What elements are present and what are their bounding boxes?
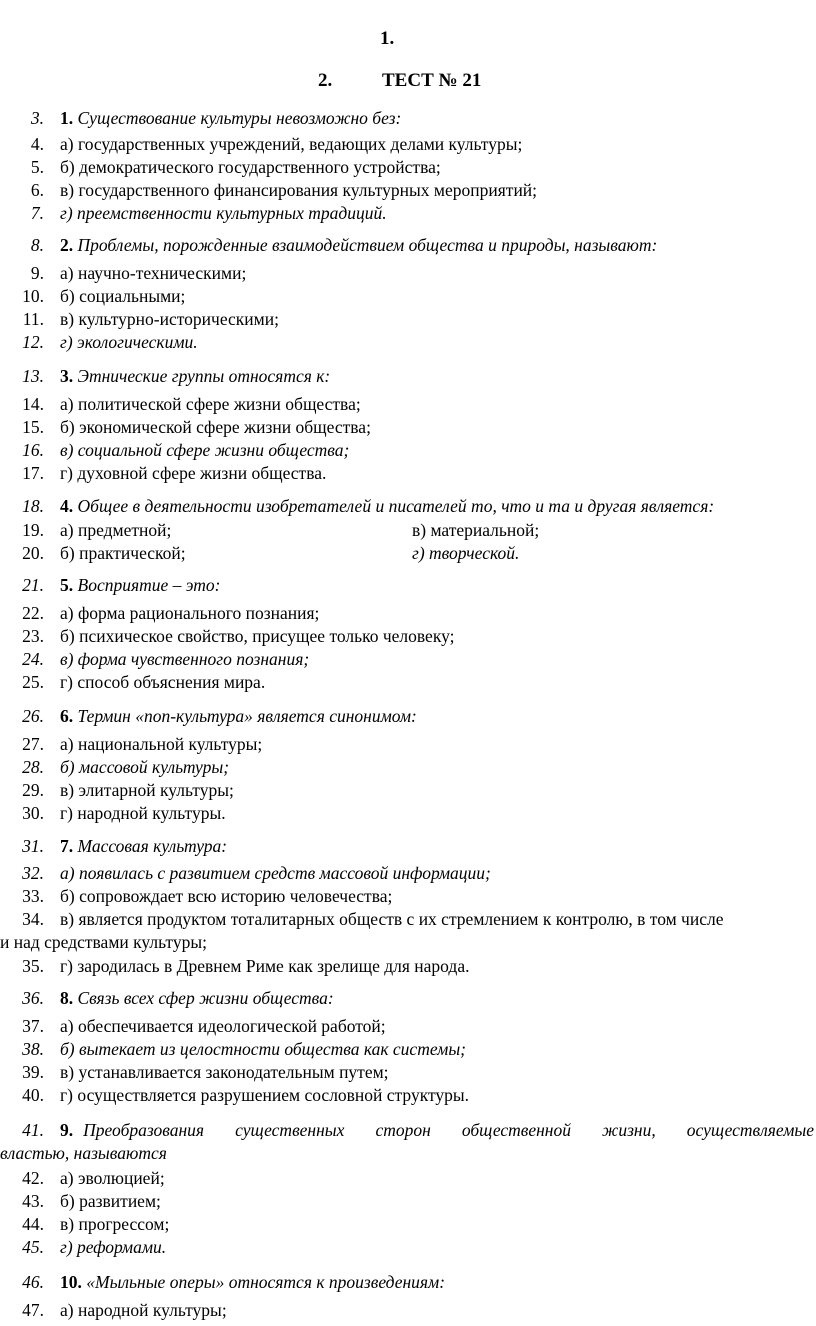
question-1 <box>0 107 814 129</box>
line-number: 26. <box>22 706 44 726</box>
answer-option-correct <box>0 862 814 884</box>
question-number: 1. <box>60 108 74 128</box>
answer-text: б) социальными; <box>60 286 186 306</box>
answer-text: в) социальной сфере жизни общества; <box>60 440 350 460</box>
answer-text: а) государственных учреждений, ведающих делами культуры; <box>60 134 523 154</box>
answer-option <box>0 156 814 178</box>
answer-option <box>0 779 814 801</box>
answer-text: а) национальной культуры; <box>60 734 263 754</box>
line-number: 6. <box>30 180 44 200</box>
answer-option <box>0 1084 814 1106</box>
line-number: 5. <box>30 157 44 177</box>
line-number: 41. <box>22 1120 44 1140</box>
question-2 <box>0 234 814 256</box>
line-number: 33. <box>22 886 44 906</box>
answer-text: б) экономической сфере жизни общества; <box>60 417 371 437</box>
heading-number-1: 1. <box>380 28 395 49</box>
line-number: 11. <box>22 309 44 329</box>
question-number: 9. <box>60 1120 74 1140</box>
heading-number-2: 2. <box>318 70 333 91</box>
line-number: 35. <box>22 956 44 976</box>
answer-row <box>0 519 814 541</box>
line-number: 40. <box>22 1085 44 1105</box>
line-number: 31. <box>22 836 44 856</box>
answer-text: в) государственного финансирования культурных мероприятий; <box>60 180 538 200</box>
answer-option <box>0 671 814 693</box>
question-8 <box>0 987 814 1009</box>
line-number: 30. <box>22 803 44 823</box>
answer-text: б) вытекает из целостности общества как системы; <box>60 1039 467 1059</box>
line-number: 14. <box>22 394 44 414</box>
answer-option-correct <box>0 202 814 224</box>
answer-option-correct <box>0 1038 814 1060</box>
question-text: властью, называются <box>0 1143 167 1163</box>
answer-text: а) обеспечивается идеологической работой; <box>60 1016 386 1036</box>
answer-text: а) народной культуры; <box>60 1300 227 1320</box>
answer-text: г) народной культуры. <box>60 803 226 823</box>
line-number: 19. <box>22 520 44 540</box>
question-3 <box>0 365 814 387</box>
answer-text: г) преемственности культурных традиций. <box>60 203 387 223</box>
line-number: 13. <box>22 366 44 386</box>
answer-option <box>0 955 814 977</box>
line-number: 21. <box>22 575 44 595</box>
answer-text: в) форма чувственного познания; <box>60 649 310 669</box>
question-6 <box>0 705 814 727</box>
answer-option-correct <box>0 1236 814 1258</box>
answer-option-correct <box>0 439 814 461</box>
answer-text: б) сопровождает всю историю человечества; <box>60 886 393 906</box>
line-number: 36. <box>22 988 44 1008</box>
answer-text: а) научно-техническими; <box>60 263 247 283</box>
answer-text: б) развитием; <box>60 1191 161 1211</box>
answer-text: г) духовной сфере жизни общества. <box>60 463 327 483</box>
line-number: 25. <box>22 672 44 692</box>
answer-option <box>0 393 814 415</box>
line-number: 8. <box>30 235 44 255</box>
line-number: 10. <box>22 286 44 306</box>
question-number: 2. <box>60 235 74 255</box>
answer-option <box>0 1167 814 1189</box>
question-text: Массовая культура: <box>77 836 228 856</box>
line-number: 45. <box>22 1237 44 1257</box>
answer-option <box>0 908 814 930</box>
answer-text: б) психическое свойство, присущее только человеку; <box>60 626 455 646</box>
answer-option <box>0 885 814 907</box>
line-number: 22. <box>22 603 44 623</box>
line-number: 47. <box>22 1300 44 1320</box>
answer-option <box>0 625 814 647</box>
answer-text: в) материальной; <box>412 520 540 540</box>
answer-option-correct <box>0 756 814 778</box>
line-number: 38. <box>22 1039 44 1059</box>
line-number: 27. <box>22 734 44 754</box>
line-number: 29. <box>22 780 44 800</box>
answer-text: в) устанавливается законодательным путем; <box>60 1062 389 1082</box>
answer-option <box>0 802 814 824</box>
answer-option <box>0 1015 814 1037</box>
question-number: 7. <box>60 836 74 856</box>
answer-text: и над средствами культуры; <box>0 932 207 952</box>
answer-text: г) осуществляется разрушением сословной структуры. <box>60 1085 470 1105</box>
question-number: 3. <box>60 366 74 386</box>
question-5 <box>0 574 814 596</box>
answer-option <box>0 1299 814 1321</box>
answer-text: а) эволюцией; <box>60 1168 165 1188</box>
answer-text: а) форма рационального познания; <box>60 603 320 623</box>
line-number: 42. <box>22 1168 44 1188</box>
answer-text: в) является продуктом тоталитарных обществ с их стремлением к контролю, в том числе <box>60 909 724 929</box>
line-number: 44. <box>22 1214 44 1234</box>
answer-option <box>0 602 814 624</box>
question-9 <box>0 1119 814 1141</box>
answer-text: а) политической сфере жизни общества; <box>60 394 361 414</box>
answer-text: б) демократического государственного устройства; <box>60 157 441 177</box>
line-number: 7. <box>30 203 44 223</box>
line-number: 28. <box>22 757 44 777</box>
answer-option-correct <box>0 648 814 670</box>
answer-text-correct: г) творческой. <box>412 543 520 563</box>
line-number: 17. <box>22 463 44 483</box>
line-number: 46. <box>22 1272 44 1292</box>
answer-option <box>0 1213 814 1235</box>
answer-option <box>0 1061 814 1083</box>
line-number: 4. <box>30 134 44 154</box>
answer-option <box>0 1190 814 1212</box>
question-text: Существование культуры невозможно без: <box>77 108 402 128</box>
line-number: 3. <box>30 108 44 128</box>
line-number: 18. <box>22 496 44 516</box>
line-number: 23. <box>22 626 44 646</box>
line-number: 12. <box>22 332 44 352</box>
line-number: 32. <box>22 863 44 883</box>
question-text: Термин «поп-культура» является синонимом: <box>77 706 417 726</box>
question-text: Связь всех сфер жизни общества: <box>77 988 334 1008</box>
answer-option <box>0 179 814 201</box>
line-number: 16. <box>22 440 44 460</box>
question-7 <box>0 835 814 857</box>
answer-text: г) способ объяснения мира. <box>60 672 266 692</box>
question-4 <box>0 495 814 517</box>
answer-option-continuation <box>0 931 814 953</box>
page-title: ТЕСТ № 21 <box>382 70 482 91</box>
line-number: 20. <box>22 543 44 563</box>
answer-text: в) элитарной культуры; <box>60 780 234 800</box>
answer-row <box>0 542 814 564</box>
question-text: Восприятие – это: <box>77 575 221 595</box>
answer-text: б) массовой культуры; <box>60 757 230 777</box>
question-number: 8. <box>60 988 74 1008</box>
question-text: Преобразования существенных сторон общественной жизни, осуществляемые <box>83 1120 814 1140</box>
question-text: Проблемы, порожденные взаимодействием общества и природы, называют: <box>77 235 658 255</box>
line-number: 24. <box>22 649 44 669</box>
answer-text: в) прогрессом; <box>60 1214 170 1234</box>
line-number: 39. <box>22 1062 44 1082</box>
question-10 <box>0 1271 814 1293</box>
question-text: «Мыльные оперы» относятся к произведениям: <box>86 1272 446 1292</box>
answer-option <box>0 733 814 755</box>
answer-option-correct <box>0 331 814 353</box>
question-9-continuation <box>0 1142 814 1164</box>
answer-option <box>0 133 814 155</box>
answer-text: б) практической; <box>60 543 186 563</box>
answer-text: г) экологическими. <box>60 332 198 352</box>
answer-option <box>0 262 814 284</box>
answer-text: а) предметной; <box>60 520 172 540</box>
question-number: 6. <box>60 706 74 726</box>
answer-option <box>0 416 814 438</box>
question-text: Общее в деятельности изобретателей и писателей то, что и та и другая является: <box>77 496 715 516</box>
question-text: Этнические группы относятся к: <box>77 366 331 386</box>
line-number: 37. <box>22 1016 44 1036</box>
answer-text: г) реформами. <box>60 1237 167 1257</box>
line-number: 43. <box>22 1191 44 1211</box>
answer-text: а) появилась с развитием средств массовой информации; <box>60 863 491 883</box>
answer-option <box>0 285 814 307</box>
question-number: 5. <box>60 575 74 595</box>
answer-option <box>0 308 814 330</box>
line-number: 15. <box>22 417 44 437</box>
answer-option <box>0 462 814 484</box>
question-number: 10. <box>60 1272 82 1292</box>
answer-text: г) зародилась в Древнем Риме как зрелище для народа. <box>60 956 470 976</box>
answer-text: в) культурно-историческими; <box>60 309 279 329</box>
line-number: 34. <box>22 909 44 929</box>
question-number: 4. <box>60 496 74 516</box>
line-number: 9. <box>30 263 44 283</box>
